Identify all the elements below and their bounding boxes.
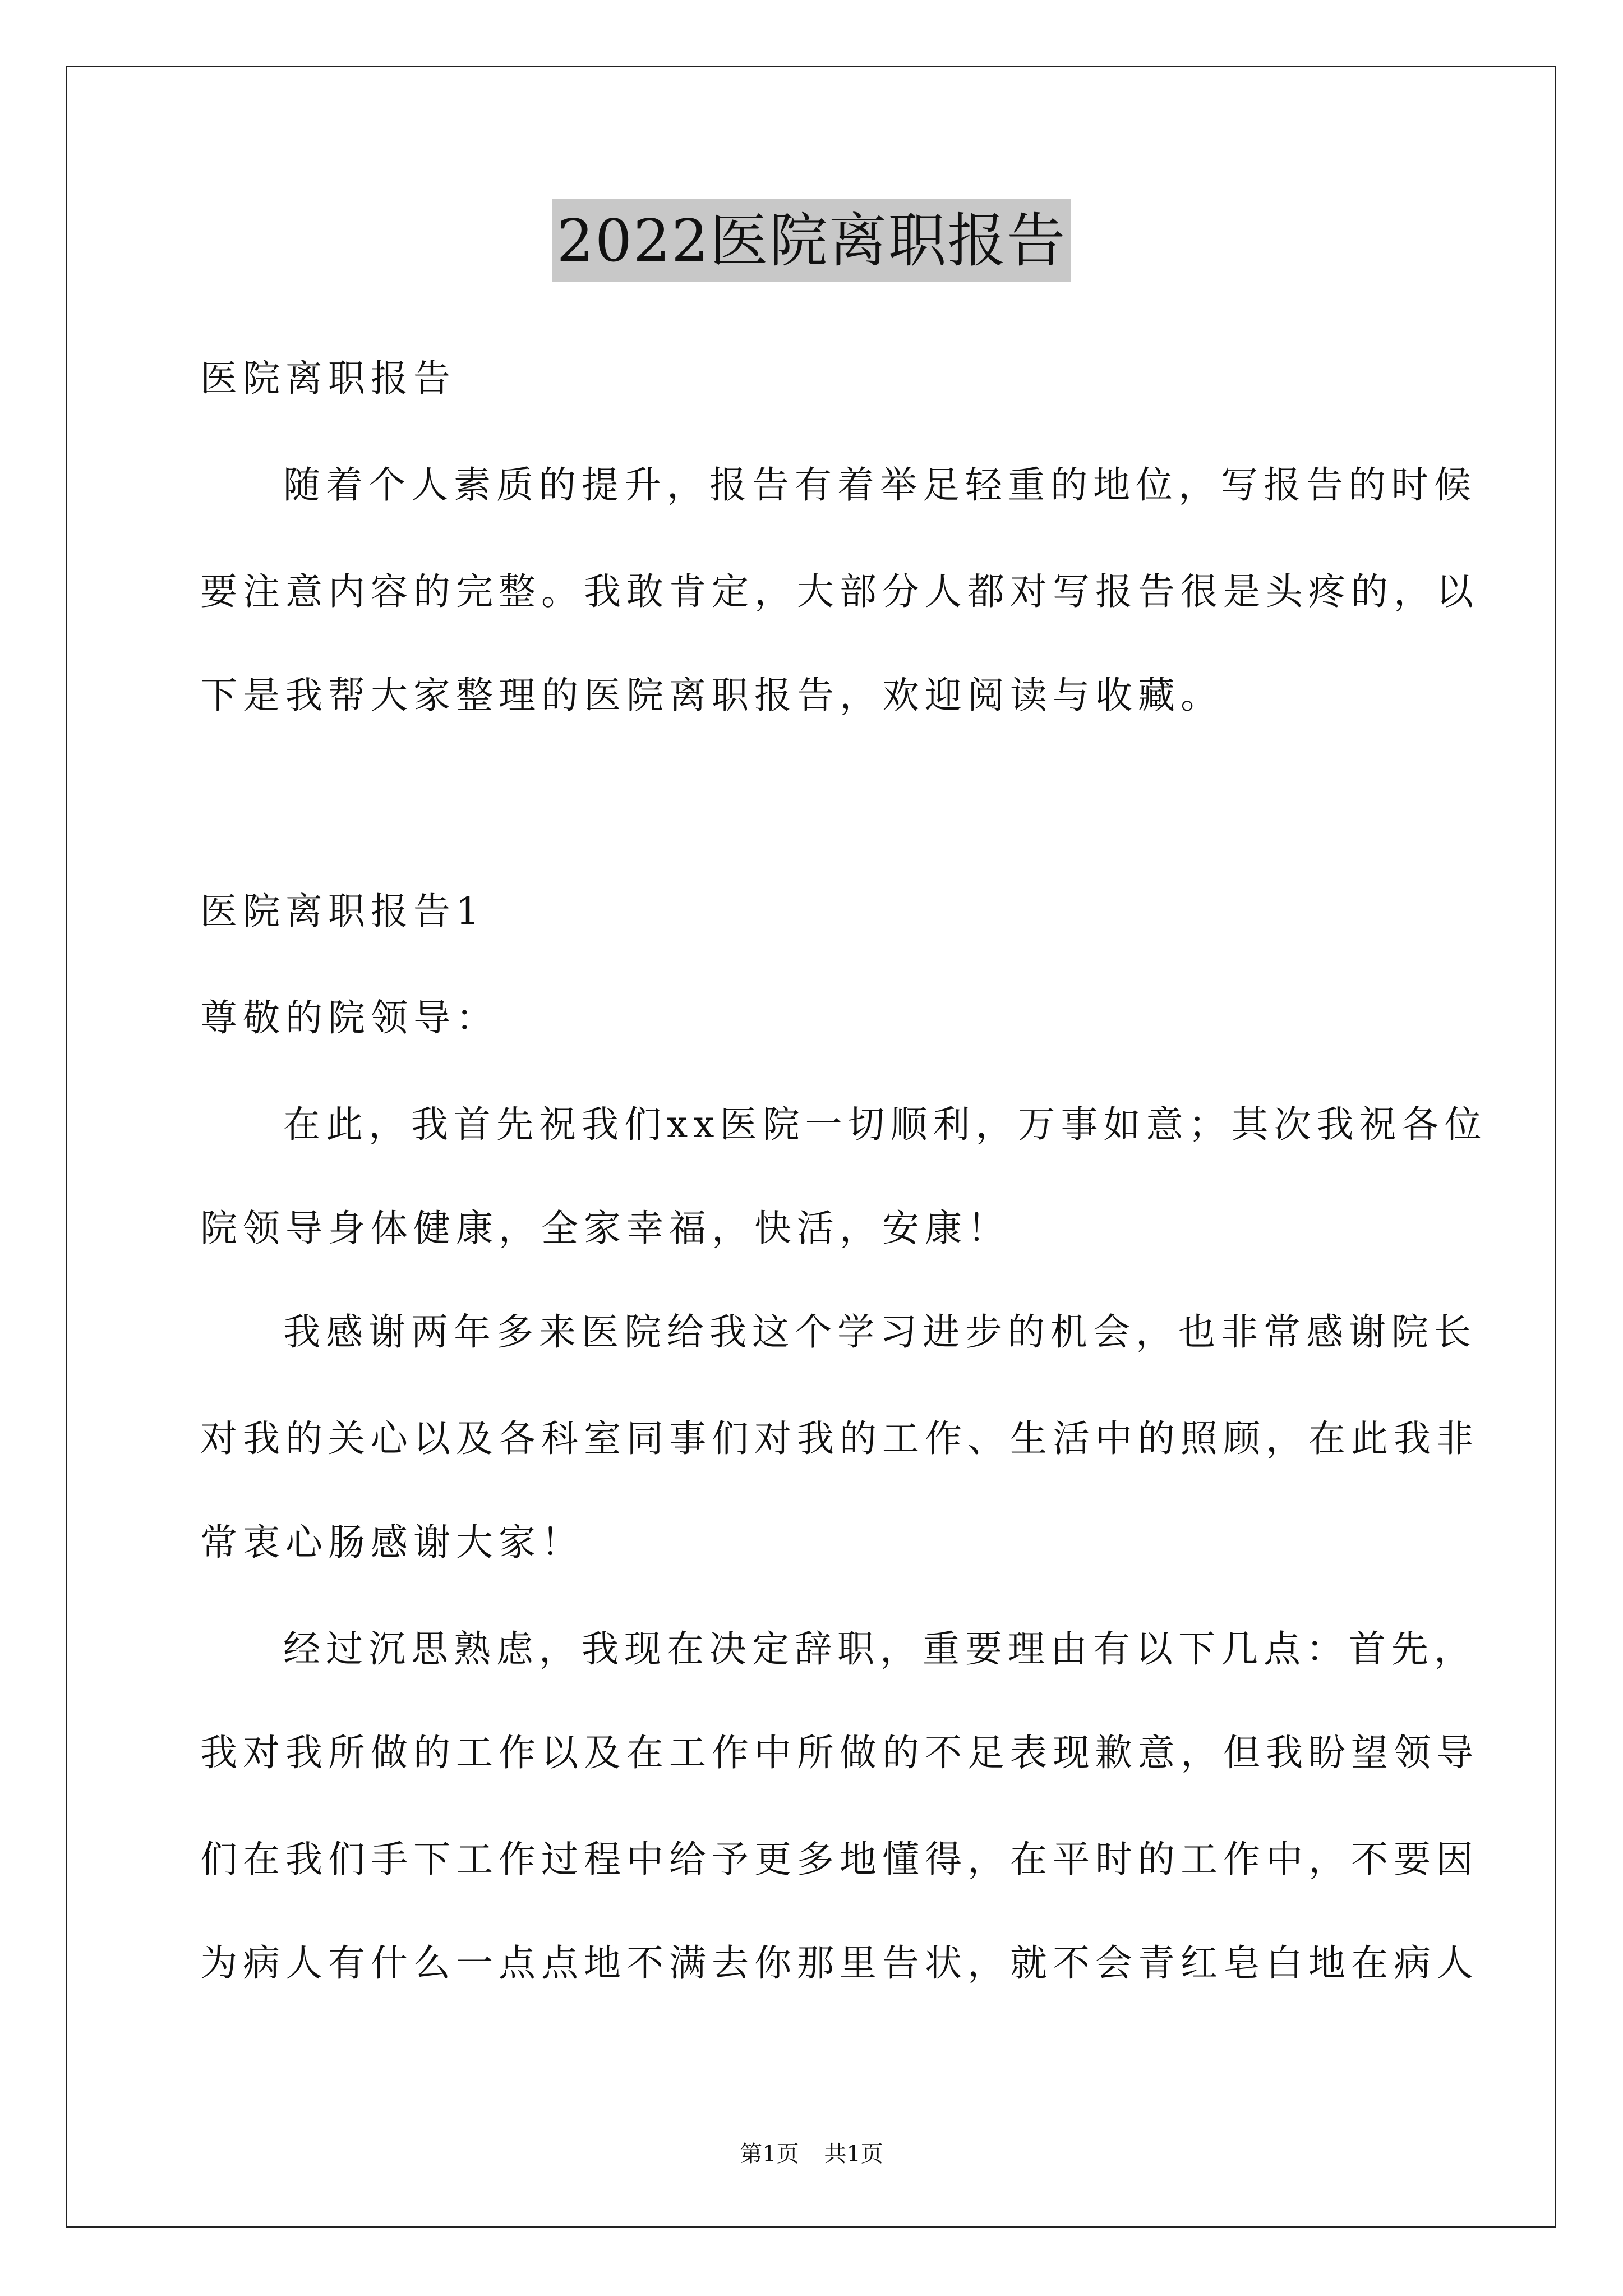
paragraph-line: 常衷心肠感谢大家！ — [200, 1521, 584, 1564]
page-number: 第1页 — [740, 2141, 799, 2167]
paragraph-line: 要注意内容的完整。我敢肯定，大部分人都对写报告很是头疼的，以 — [200, 570, 1479, 613]
section-heading: 医院离职报告 — [200, 357, 456, 400]
paragraph-line: 为病人有什么一点点地不满去你那里告状，就不会青红皂白地在病人 — [200, 1941, 1479, 1985]
paragraph-line: 院领导身体健康，全家幸福，快活，安康！ — [200, 1207, 1010, 1250]
paragraph-line: 对我的关心以及各科室同事们对我的工作、生活中的照顾，在此我非 — [200, 1417, 1479, 1460]
paragraph-line: 们在我们手下工作过程中给予更多地懂得，在平时的工作中，不要因 — [200, 1838, 1479, 1881]
section-heading: 医院离职报告1 — [200, 890, 485, 933]
paragraph-line: 在此，我首先祝我们xx医院一切顺利，万事如意；其次我祝各位 — [283, 1103, 1487, 1146]
paragraph-line: 经过沉思熟虑，我现在决定辞职，重要理由有以下几点：首先， — [283, 1627, 1477, 1671]
page-total: 共1页 — [824, 2141, 883, 2167]
paragraph-line: 下是我帮大家整理的医院离职报告，欢迎阅读与收藏。 — [200, 674, 1223, 717]
paragraph-line: 我对我所做的工作以及在工作中所做的不足表现歉意，但我盼望领导 — [200, 1731, 1479, 1774]
page-footer — [0, 2137, 1623, 2171]
title-container — [0, 199, 1623, 282]
paragraph-line: 我感谢两年多来医院给我这个学习进步的机会，也非常感谢院长 — [283, 1310, 1477, 1354]
paragraph-line: 随着个人素质的提升，报告有着举足轻重的地位，写报告的时候 — [283, 463, 1477, 507]
document-title: 2022医院离职报告 — [552, 199, 1071, 282]
salutation: 尊敬的院领导： — [200, 996, 499, 1039]
